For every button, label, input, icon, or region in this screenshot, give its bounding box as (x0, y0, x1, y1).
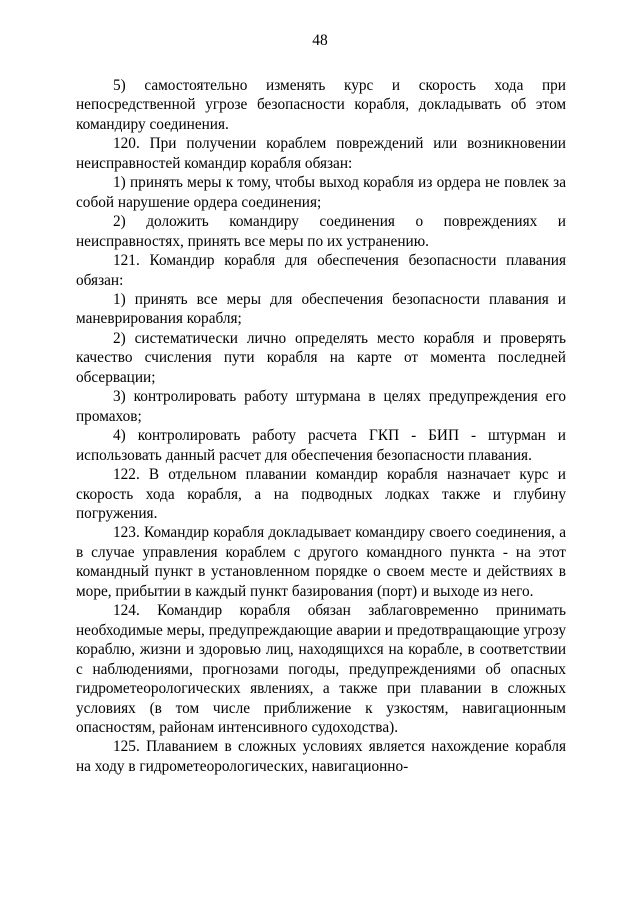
paragraph-120-item-2: 2) доложить командиру соединения о повреждениях и неисправностях, принять все меры по их устранению. (76, 213, 566, 250)
paragraph-121: 121. Командир корабля для обеспечения безопасности плавания обязан: (76, 252, 566, 289)
paragraph-120-item-1: 1) принять меры к тому, чтобы выход корабля из ордера не повлек за собой нарушение ордера соединения; (76, 174, 566, 211)
page-number: 48 (312, 32, 328, 49)
paragraph-122: 122. В отдельном плавании командир корабля назначает курс и скорость хода корабля, а на подводных лодках также и глубину погружения. (76, 466, 566, 522)
paragraph-121-item-4: 4) контролировать работу расчета ГКП - БИП - штурман и использовать данный расчет для обеспечения безопасности плавания. (76, 427, 566, 464)
paragraph-120: 120. При получении кораблем повреждений или возникновении неисправностей командир корабля обязан: (76, 135, 566, 172)
paragraph-121-item-2: 2) систематически лично определять место корабля и проверять качество счисления пути корабля на карте от момента последней обсервации; (76, 329, 566, 386)
paragraph-123: 123. Командир корабля докладывает командиру своего соединения, а в случае управления кораблем с другого командного пункта - на этот командный пункт в установленном порядке о своем месте и действиях в море, прибытии в каждый пункт базирования (порт) и выходе из него. (76, 524, 566, 600)
paragraph-124: 124. Командир корабля обязан заблаговременно принимать необходимые меры, предупреждающие аварии и предотвращающие угрозу кораблю, жизни и здоровью лиц, находящихся на корабле, в соответствии с наблюдениями, прогнозами погоды, предупреждениями об опасных гидрометеорологических явлениях, а также при плавании в сложных условиях (в том числе приближение к узкостям, навигационным опасностям, районам интенсивного судоходства). (76, 602, 566, 736)
paragraph-item-5: 5) самостоятельно изменять курс и скорость хода при непосредственной угрозе безопасности корабля, докладывать об этом командиру соединения. (76, 77, 566, 133)
paragraph-121-item-1: 1) принять все меры для обеспечения безопасности плавания и маневрирования корабля; (76, 290, 566, 328)
paragraph-125: 125. Плаванием в сложных условиях является нахождение корабля на ходу в гидрометеорологических, навигационно- (76, 738, 566, 775)
paragraph-121-item-3: 3) контролировать работу штурмана в целях предупреждения его промахов; (76, 388, 566, 425)
body-text (76, 76, 566, 776)
